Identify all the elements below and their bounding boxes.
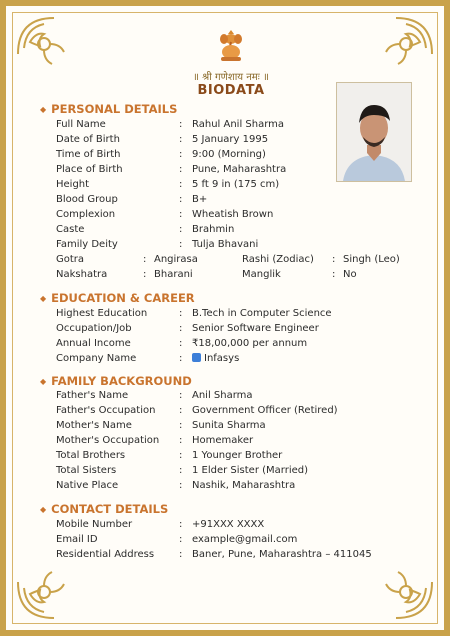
diamond-bullet-icon: ◆	[40, 377, 47, 386]
page-title: BIODATA	[197, 83, 265, 98]
gotra-label: Gotra	[56, 254, 85, 265]
rashi-value: Singh (Leo)	[343, 254, 400, 265]
ganesha-icon	[217, 28, 245, 62]
person-photo-icon	[337, 83, 411, 181]
gotra-value: Angirasa	[154, 254, 198, 265]
section-education-heading: ◆ EDUCATION & CAREER	[40, 291, 195, 305]
mantra-text: ॥ श्री गणेशाय नमः ॥	[193, 72, 269, 83]
corner-ornament-icon	[366, 552, 436, 622]
section-personal-heading: ◆ PERSONAL DETAILS	[40, 102, 178, 116]
nakshatra-label: Nakshatra	[56, 269, 108, 280]
nakshatra-value: Bharani	[154, 269, 193, 280]
corner-ornament-icon	[14, 552, 84, 622]
section-family-heading: ◆ FAMILY BACKGROUND	[40, 374, 192, 388]
rashi-label: Rashi (Zodiac)	[242, 254, 314, 265]
section-contact-heading: ◆ CONTACT DETAILS	[40, 502, 169, 516]
profile-photo	[336, 82, 412, 182]
diamond-bullet-icon: ◆	[40, 505, 47, 514]
biodata-page: ॥ श्री गणेशाय नमः ॥ BIODATA ◆ PERSONAL DETAILS Full Name : Rahul Anil Sharma Date of Birth : 5 January 1995 Time of Birth : 9:00 (Morning) Place of Birth : Pune, Maharashtra Height : 5 ft 9 in (175 cm) Blood Group : B+ Complexion : Wheatish Brown Caste : Brahmin Family Deity : Tulja Bhavani Gotra : Angirasa Rashi (Zodiac) : Singh (Leo) Nakshatra : Bharani Manglik : No ◆ EDUCATION & CAREER Highest Education : B.Tech in Computer Science Occupation/Job : Senior Software Engineer Annual Income : ₹18,00,000 per annum Company Name : Infasys ◆ FAMILY BACKGROUND Father's Name : Anil Sharma Father's Occupation : Government Officer (Retired) Mother's Name : Sunita Sharma Mother's Occupation : Homemaker Total Brothers : 1 Younger Brother Total Sisters : 1 Elder Sister (Married) Native Place : Nashik, Maharashtra ◆ CONTACT DETAILS Mobile Number : +91XXX XXXX Email ID : example@gmail.com Residential Address : Baner, Pune, Maharashtra – 411045	[0, 0, 450, 636]
manglik-label: Manglik	[242, 269, 281, 280]
manglik-value: No	[343, 269, 357, 280]
diamond-bullet-icon: ◆	[40, 294, 47, 303]
diamond-bullet-icon: ◆	[40, 105, 47, 114]
company-logo-icon	[192, 353, 201, 362]
